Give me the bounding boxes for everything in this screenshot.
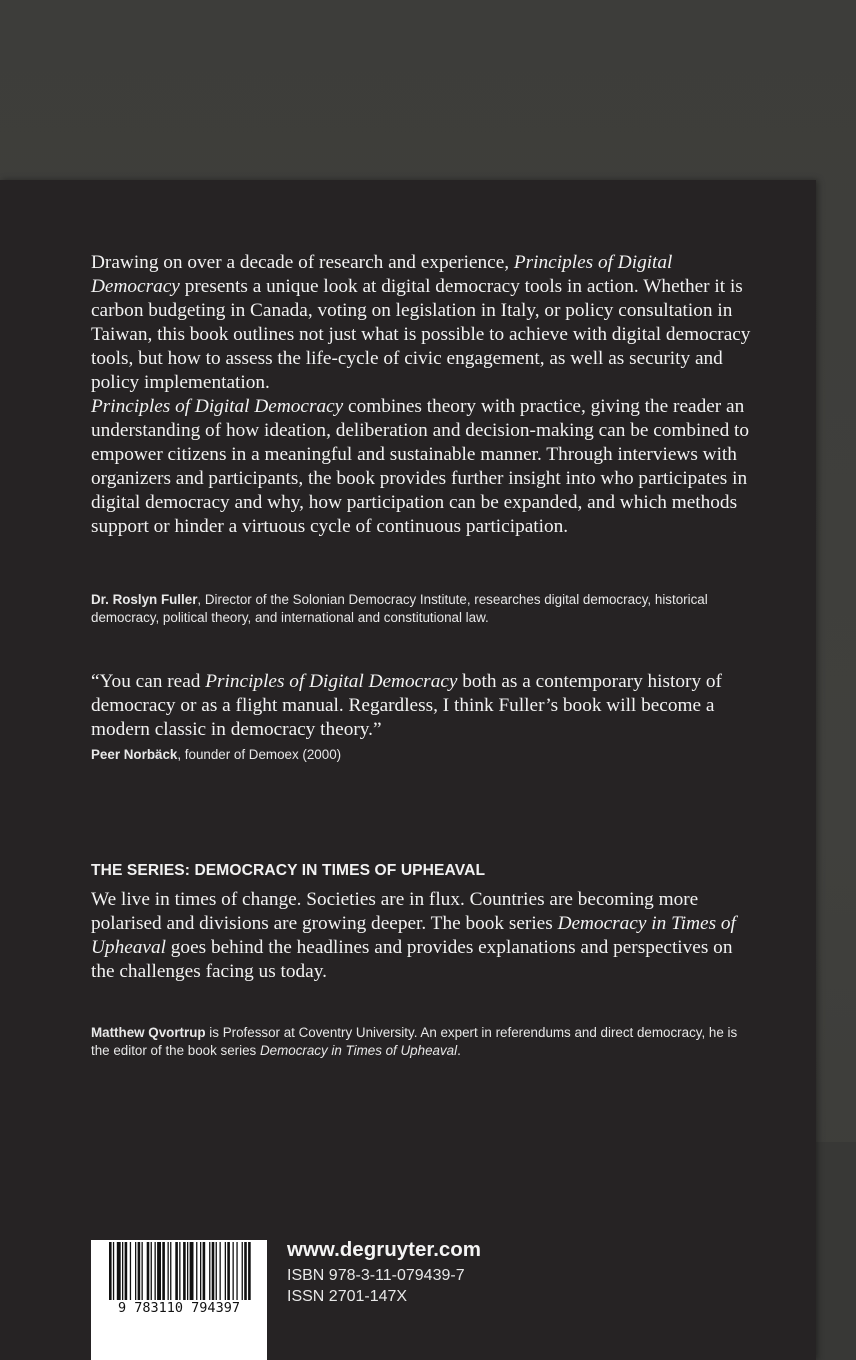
blurb-paragraph-1: Drawing on over a decade of research and experience, Principles of Digital Democracy presents a unique look at digital democracy tools in action. Whether it is carbon budgeting in Canada, voting on legislation in Italy, or policy consultation in Taiwan, this book outlines not just what is possible to achieve with digital democracy tools, but how to assess the life-cycle of civic engagement, as well as security and policy implementation. [91,252,751,393]
series-heading: THE SERIES: DEMOCRACY IN TIMES OF UPHEAVAL [91,862,486,879]
barcode-bar [200,1242,201,1300]
book-blurb [91,251,751,539]
barcode-bar [183,1242,186,1300]
barcode-bar [236,1242,237,1300]
barcode-bar [151,1242,152,1300]
author-bio: Dr. Roslyn Fuller, Director of the Solonian Democracy Institute, researches digital democracy, historical democracy, political theory, and international and constitutional law. [91,592,708,625]
background-panel [816,1142,856,1360]
barcode-bar [209,1242,210,1300]
barcode-bar [244,1242,247,1300]
barcode-bar [157,1242,161,1300]
barcode-bar [130,1242,131,1300]
barcode-bar [113,1242,114,1300]
endorsement-quote: “You can read Principles of Digital Democracy both as a contemporary history of democracy or as a flight manual. Regardless, I think Fuller’s book will become a modern classic in democracy theory.” [91,671,722,740]
barcode-bar [225,1242,226,1300]
issn-number: ISSN 2701-147X [287,1288,408,1305]
publisher-website[interactable]: www.degruyter.com [287,1238,482,1261]
book-title: Principles of Digital Democracy [91,252,673,297]
barcode-bar [187,1242,188,1300]
barcode-bar [109,1242,112,1300]
barcode-bar [248,1242,251,1300]
barcode-bar [117,1242,121,1300]
barcode-bar [122,1242,123,1300]
barcode-bar [147,1242,150,1300]
series-title: Democracy in Times of Upheaval [259,1043,458,1058]
editor-name: Matthew Qvortrup [91,1025,206,1040]
barcode-bars [91,1240,267,1300]
barcode-digits: 9 783110 794397 [91,1300,267,1316]
barcode-bar [155,1242,156,1300]
barcode-bar [168,1242,169,1300]
barcode-bar [233,1242,234,1300]
barcode-bar [162,1242,165,1300]
barcode-bar [220,1242,221,1300]
barcode-bar [196,1242,197,1300]
barcode-bar [142,1242,143,1300]
barcode-bar [227,1242,230,1300]
quote-attribution: Peer Norbäck, founder of Demoex (2000) [91,747,342,762]
barcode-bar [190,1242,194,1300]
barcode-bar [242,1242,243,1300]
isbn-barcode [91,1240,267,1360]
book-title: Principles of Digital Democracy [91,396,344,417]
editor-bio: Matthew Qvortrup is Professor at Coventry University. An expert in referendums and direct democracy, he is the editor of the book series Democracy in Times of Upheaval. [91,1025,738,1058]
barcode-bar [179,1242,180,1300]
barcode-bar [135,1242,136,1300]
book-title: Principles of Digital Democracy [205,671,458,692]
barcode-bar [138,1242,141,1300]
isbn-number: ISBN 978-3-11-079439-7 [287,1267,465,1284]
blurb-paragraph-2: Principles of Digital Democracy combines theory with practice, giving the reader an understanding of how ideation, deliberation and decision-making can be combined to empower citizens in a meaningful and sustainable manner. Through interviews with organizers and participants, the book provides further insight into who participates in digital democracy and why, how participation can be expanded, and which methods support or hinder a virtuous cycle of continuous participation. [91,396,750,537]
quote-author: Peer Norbäck [91,747,178,762]
barcode-bar [212,1242,215,1300]
barcode-bar [125,1242,128,1300]
barcode-bar [203,1242,206,1300]
series-description: We live in times of change. Societies are in flux. Countries are becoming more polarised and divisions are growing deeper. The book series Democracy in Times of Upheaval goes behind the headlines and provides explanations and perspectives on the challenges facing us today. [91,889,736,982]
author-name: Dr. Roslyn Fuller [91,592,198,607]
barcode-bar [216,1242,217,1300]
barcode-bar [175,1242,178,1300]
series-title: Democracy in Times of Upheaval [91,913,736,958]
barcode-bar [170,1242,171,1300]
